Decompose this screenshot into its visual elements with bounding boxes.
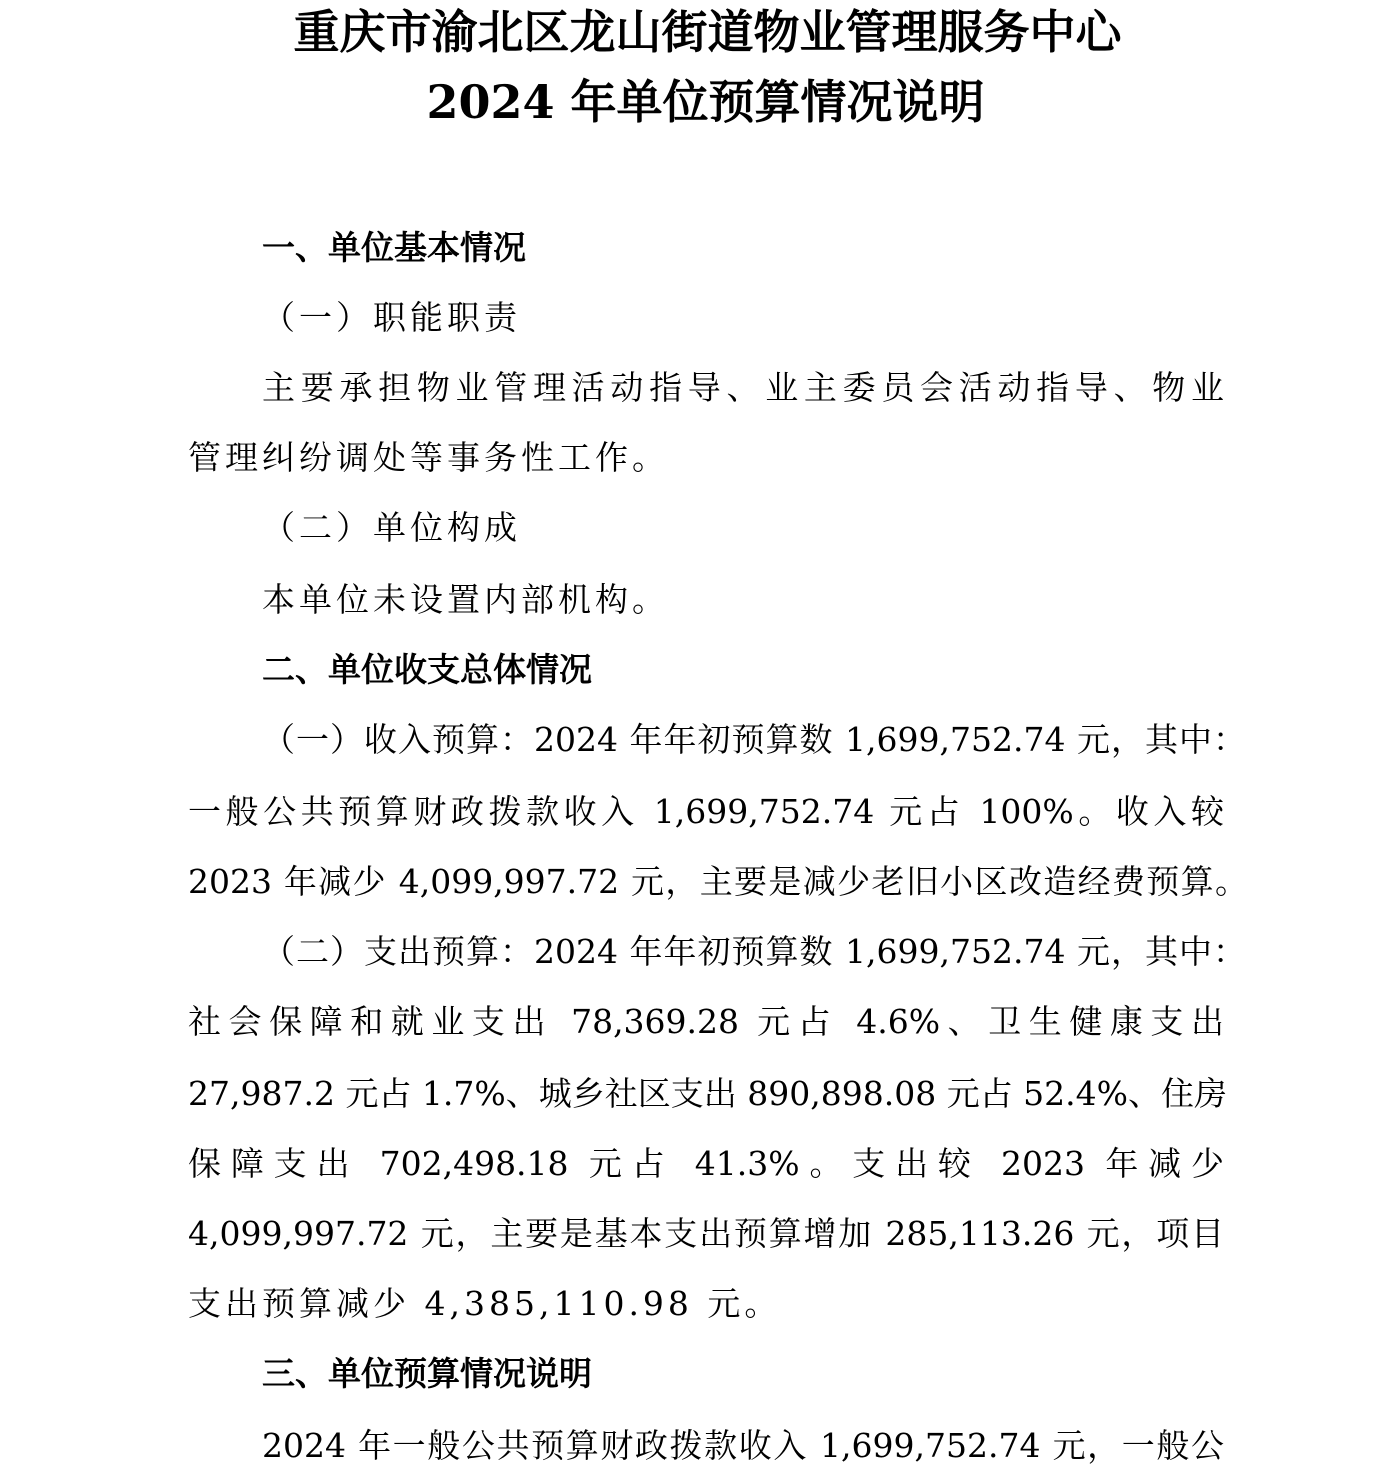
document-title-line1: 重庆市渝北区龙山街道物业管理服务中心 bbox=[293, 5, 1122, 59]
section-heading-budget-explanation: 三、单位预算情况说明 bbox=[262, 1354, 592, 1393]
paragraph-line: （一）收入预算：2024 年年初预算数 1,699,752.74 元，其中： bbox=[262, 720, 1246, 759]
paragraph-line: 保障支出 702,498.18 元占 41.3%。支出较 2023 年减少 bbox=[188, 1144, 1224, 1183]
subheading-composition: （二）单位构成 bbox=[262, 508, 521, 547]
paragraph-line: （二）支出预算：2024 年年初预算数 1,699,752.74 元，其中： bbox=[262, 932, 1246, 971]
paragraph-line: 2023 年减少 4,099,997.72 元，主要是减少老旧小区改造经费预算。 bbox=[188, 862, 1248, 901]
paragraph-line: 一般公共预算财政拨款收入 1,699,752.74 元占 100%。收入较 bbox=[188, 792, 1224, 831]
paragraph-line: 主要承担物业管理活动指导、业主委员会活动指导、物业 bbox=[262, 368, 1224, 407]
paragraph-line: 27,987.2 元占 1.7%、城乡社区支出 890,898.08 元占 52.4%、住房 bbox=[188, 1074, 1228, 1113]
paragraph-line: 4,099,997.72 元，主要是基本支出预算增加 285,113.26 元，项目 bbox=[188, 1214, 1224, 1253]
subheading-functions: （一）职能职责 bbox=[262, 298, 521, 337]
paragraph-line: 管理纠纷调处等事务性工作。 bbox=[188, 438, 669, 477]
paragraph-line: 2024 年一般公共预算财政拨款收入 1,699,752.74 元，一般公 bbox=[262, 1426, 1224, 1465]
section-heading-basic-info: 一、单位基本情况 bbox=[262, 228, 526, 267]
paragraph-line: 本单位未设置内部机构。 bbox=[262, 580, 669, 619]
section-heading-income-expense: 二、单位收支总体情况 bbox=[262, 650, 592, 689]
paragraph-line: 支出预算减少 4,385,110.98 元。 bbox=[188, 1284, 782, 1323]
paragraph-line: 社会保障和就业支出 78,369.28 元占 4.6%、卫生健康支出 bbox=[188, 1002, 1224, 1041]
document-title-line2: 2024 年单位预算情况说明 bbox=[426, 75, 985, 129]
